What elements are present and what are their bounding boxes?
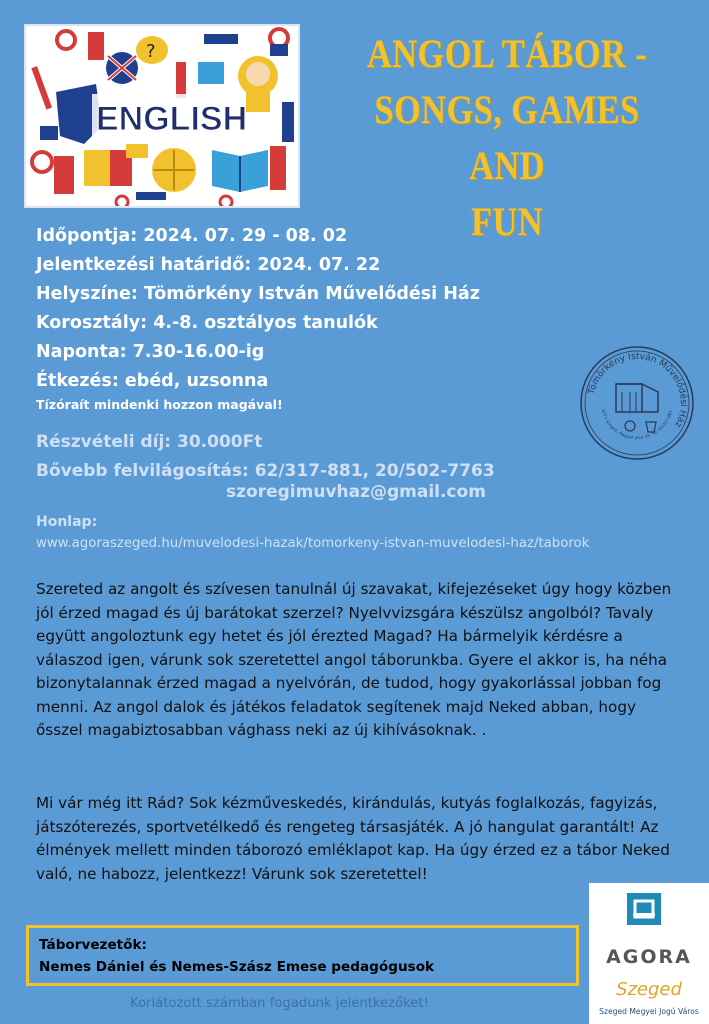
website-block (36, 511, 589, 555)
title-line-2: SONGS, GAMES AND (374, 87, 640, 188)
agora-subtitle: Szeged Megyei Jogú Város (599, 1007, 699, 1016)
title-line-1: ANGOL TÁBOR - (366, 31, 648, 76)
english-illustration (24, 24, 300, 208)
fee-text: Részvételi díj: 30.000Ft (36, 432, 263, 452)
house-stamp (578, 344, 696, 462)
svg-text:6771 Szeged, Magyar utca 34. T (601, 409, 674, 440)
fees-block (36, 428, 495, 486)
svg-text:Tömörkény István Művelődési Há (587, 352, 689, 429)
agora-logo (589, 883, 709, 1024)
deadline-text: Jelentkezési határidő: 2024. 07. 22 (36, 255, 381, 275)
page-title (339, 26, 674, 250)
email-link[interactable]: szoregimuvhaz@gmail.com (226, 482, 486, 502)
venue-text: Helyszíne: Tömörkény István Művelődési Ház (36, 284, 480, 304)
agora-name: AGORA (606, 946, 692, 968)
age-text: Korosztály: 4.-8. osztályos tanulók (36, 313, 378, 333)
website-link[interactable]: www.agoraszeged.hu/muvelodesi-hazak/tomorkeny-istvan-muvelodesi-haz/taborok (36, 536, 590, 551)
agora-city: Szeged (616, 979, 682, 1000)
info-block (36, 222, 480, 414)
leaders-box (26, 925, 579, 986)
snack-note: Tízóraít mindenki hozzon magával! (36, 397, 283, 412)
website-label: Honlap: (36, 514, 98, 530)
description-paragraph-2: Mi vár még itt Rád? Sok kézműveskedés, kirándulás, kutyás foglalkozás, fagyizás, játszóterezés, sportvetélkedő és rengeteg társasjáték. A jó hangulat garantált! Az élmények mellett minden táborozó emléklapot kap. Ha úgy érzed ez a tábor Neked való, ne habozz, jelentkezz! Várunk sok szeretettel! (36, 794, 670, 883)
stamp-icon (578, 344, 696, 462)
stamp-address: 6771 Szeged, Magyar utca 34. Tel: 62/317-881 (600, 408, 674, 441)
meals-text: Étkezés: ebéd, uzsonna (36, 371, 269, 391)
contact-text: Bővebb felvilágosítás: 62/317-881, 20/502-7763 (36, 461, 495, 481)
english-word: ENGLISH (96, 100, 248, 138)
dates-text: Időpontja: 2024. 07. 29 - 08. 02 (36, 226, 348, 246)
limited-notice: Korlátozott számban fogadunk jelentkezőket! (130, 996, 429, 1011)
stamp-name: Tömörkény István Művelődési Ház (586, 351, 689, 429)
agora-logo-icon (589, 883, 709, 1024)
svg-text:?: ? (146, 41, 156, 62)
daily-text: Naponta: 7.30-16.00-ig (36, 342, 265, 362)
leaders-label: Táborvezetők: (39, 937, 147, 953)
description-paragraph-1: Szereted az angolt és szívesen tanulnál új szavakat, kifejezéseket úgy hogy közben jól érzed magad és új barátokat szerzel? Nyelvvizsgára készülsz angolból? Tavaly együtt angoloztunk egy hetet és jól érezted Magad? Ha bármelyik kérdésre a válaszod igen, várunk sok szeretettel angol táborunkba. Gyere el akkor is, ha néha bizonytalannak érzed magad a nyelvórán, de tudod, hogy gyakorlással jobban fog menni. Az angol dalok és játékos feladatok segítenek majd Neked abban, hogy ősszel magabiztosabban vághass neki az új kihívásoknak. . (36, 580, 672, 739)
title-line-3: FUN (471, 199, 543, 244)
english-collage-icon (26, 26, 300, 208)
leaders-names: Nemes Dániel és Nemes-Szász Emese pedagógusok (39, 959, 435, 975)
